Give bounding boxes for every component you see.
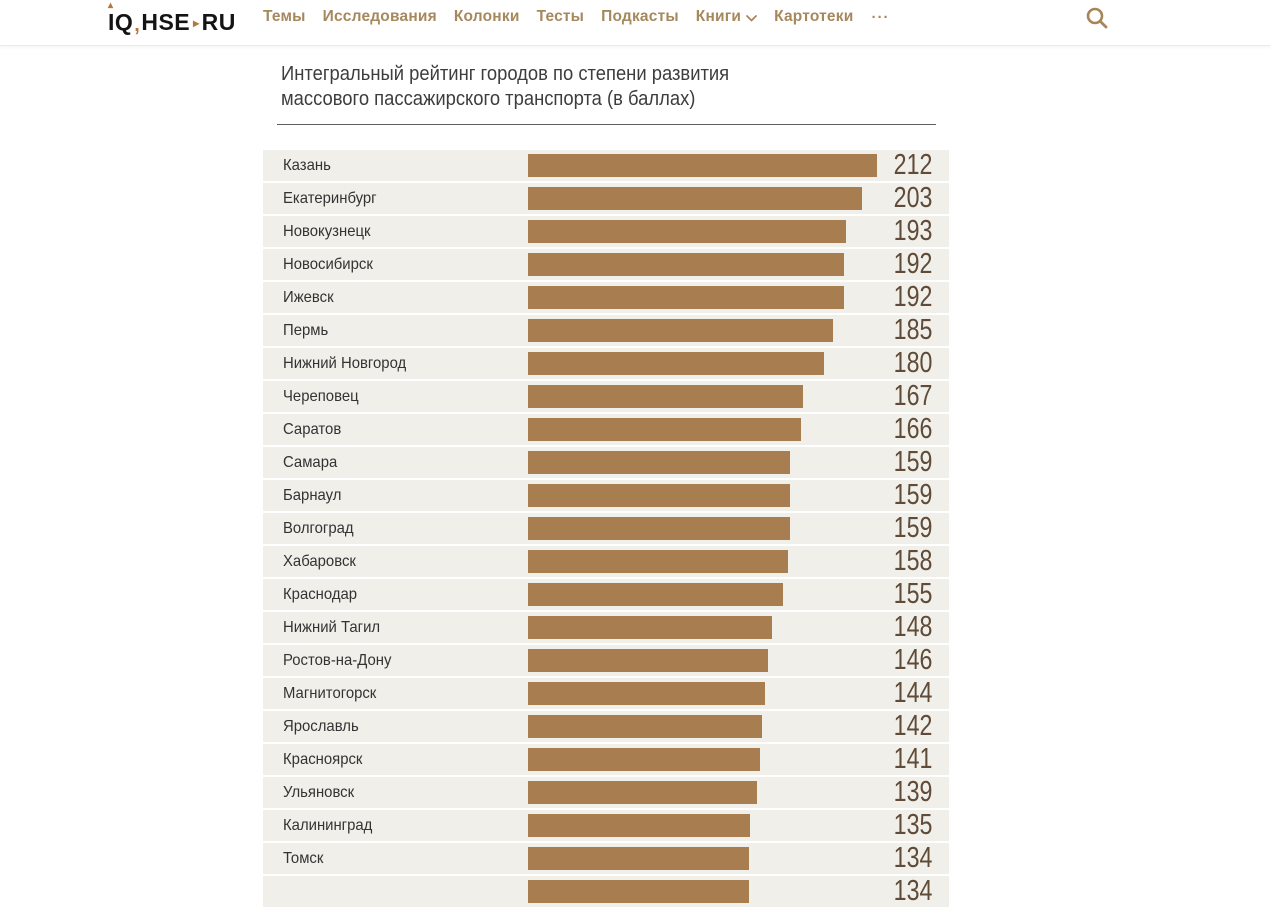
nav-item-testy[interactable]: Тесты	[536, 8, 585, 25]
value-bar	[528, 187, 862, 210]
chart-title	[281, 62, 729, 112]
nav-item-knigi[interactable]: Книги	[696, 8, 757, 26]
city-label: Саратов	[283, 421, 342, 438]
chart-row	[263, 810, 949, 841]
value-label: 155	[893, 578, 932, 610]
chart-row	[263, 612, 949, 643]
chart-row	[263, 249, 949, 280]
value-label: 146	[893, 644, 932, 676]
value-label: 148	[893, 611, 932, 643]
city-label: Нижний Новгород	[283, 355, 407, 372]
value-label: 192	[893, 281, 932, 313]
city-label: Екатеринбург	[283, 190, 377, 207]
main-nav	[263, 0, 889, 34]
chart-title-line1: Интегральный рейтинг городов по степени развития	[281, 63, 730, 85]
chart-row	[263, 843, 949, 874]
value-bar	[528, 418, 801, 441]
city-label: Ярославль	[283, 718, 359, 735]
value-bar	[528, 583, 783, 606]
value-label: 185	[893, 314, 932, 346]
site-logo[interactable]	[108, 0, 236, 39]
logo-iq-text: ▴ IQ	[108, 0, 134, 35]
chart-row	[263, 315, 949, 346]
value-bar	[528, 748, 760, 771]
city-label: Барнаул	[283, 487, 342, 504]
chart-row	[263, 777, 949, 808]
nav-item-kartoteki[interactable]: Картотеки	[774, 8, 854, 25]
logo-arrow-icon: ▸	[193, 16, 200, 30]
value-label: 134	[893, 875, 932, 907]
logo-hse-text: HSE	[141, 8, 191, 35]
value-bar	[528, 517, 790, 540]
city-label: Красноярск	[283, 751, 363, 768]
value-bar	[528, 385, 803, 408]
value-label: 142	[893, 710, 932, 742]
city-label: Нижний Тагил	[283, 619, 381, 636]
chart-row	[263, 645, 949, 676]
value-label: 203	[893, 182, 932, 214]
logo-ru-text: RU	[201, 8, 236, 35]
city-label: Казань	[283, 157, 331, 174]
value-bar	[528, 550, 788, 573]
value-bar	[528, 616, 772, 639]
value-bar	[528, 715, 762, 738]
city-label: Ижевск	[283, 289, 334, 306]
site-header	[0, 0, 1271, 46]
value-bar	[528, 880, 749, 903]
chart-rows	[263, 150, 949, 909]
nav-item-podkasty[interactable]: Подкасты	[601, 8, 679, 25]
chart-row	[263, 711, 949, 742]
chart-row	[263, 381, 949, 412]
nav-item-issledovaniya[interactable]: Исследования	[322, 8, 437, 25]
value-bar	[528, 220, 846, 243]
chart-row	[263, 513, 949, 544]
city-label: Магнитогорск	[283, 685, 377, 702]
chart-title-line2: массового пассажирского транспорта (в баллах)	[281, 88, 696, 110]
city-label: Волгоград	[283, 520, 354, 537]
value-label: 144	[893, 677, 932, 709]
value-label: 134	[893, 842, 932, 874]
chart-title-divider	[277, 124, 936, 125]
logo-caret-icon: ▴	[108, 0, 114, 11]
chart-row	[263, 150, 949, 181]
chart-row	[263, 744, 949, 775]
value-bar	[528, 319, 833, 342]
value-bar	[528, 253, 844, 276]
value-label: 139	[893, 776, 932, 808]
city-label: Ульяновск	[283, 784, 355, 801]
value-label: 159	[893, 512, 932, 544]
city-label: Новосибирск	[283, 256, 373, 273]
chart-row	[263, 348, 949, 379]
chart-row	[263, 678, 949, 709]
chart-row	[263, 447, 949, 478]
value-label: 158	[893, 545, 932, 577]
value-bar	[528, 286, 844, 309]
value-label: 159	[893, 446, 932, 478]
city-label: Томск	[283, 850, 324, 867]
chart-row	[263, 579, 949, 610]
value-label: 166	[893, 413, 932, 445]
value-label: 135	[893, 809, 932, 841]
chevron-down-icon	[746, 15, 757, 22]
search-button[interactable]	[1084, 5, 1110, 31]
logo-comma-mark: ,	[134, 13, 141, 36]
value-bar	[528, 352, 824, 375]
value-bar	[528, 682, 765, 705]
value-bar	[528, 484, 790, 507]
value-bar	[528, 781, 757, 804]
nav-item-kolonki[interactable]: Колонки	[453, 8, 520, 25]
value-bar	[528, 451, 790, 474]
chart-row	[263, 183, 949, 214]
value-label: 212	[893, 149, 932, 181]
chart-row	[263, 216, 949, 247]
city-label: Череповец	[283, 388, 359, 405]
city-label: Пермь	[283, 322, 329, 339]
value-label: 180	[893, 347, 932, 379]
chart-row	[263, 546, 949, 577]
city-label: Хабаровск	[283, 553, 356, 570]
value-label: 192	[893, 248, 932, 280]
city-label: Калининград	[283, 817, 373, 834]
value-bar	[528, 847, 749, 870]
city-label: Новокузнецк	[283, 223, 371, 240]
city-label: Ростов-на-Дону	[283, 652, 392, 669]
chart-row	[263, 414, 949, 445]
value-bar	[528, 649, 768, 672]
chart-row	[263, 282, 949, 313]
value-label: 193	[893, 215, 932, 247]
city-label: Самара	[283, 454, 338, 471]
chart-row	[263, 876, 949, 907]
value-bar	[528, 154, 877, 177]
value-label: 141	[893, 743, 932, 775]
search-icon	[1084, 5, 1110, 31]
value-label: 167	[893, 380, 932, 412]
value-bar	[528, 814, 750, 837]
city-label: Краснодар	[283, 586, 358, 603]
nav-item-temy[interactable]: Темы	[263, 8, 306, 25]
value-label: 159	[893, 479, 932, 511]
nav-more-button[interactable]: ···	[871, 8, 890, 26]
chart-row	[263, 480, 949, 511]
